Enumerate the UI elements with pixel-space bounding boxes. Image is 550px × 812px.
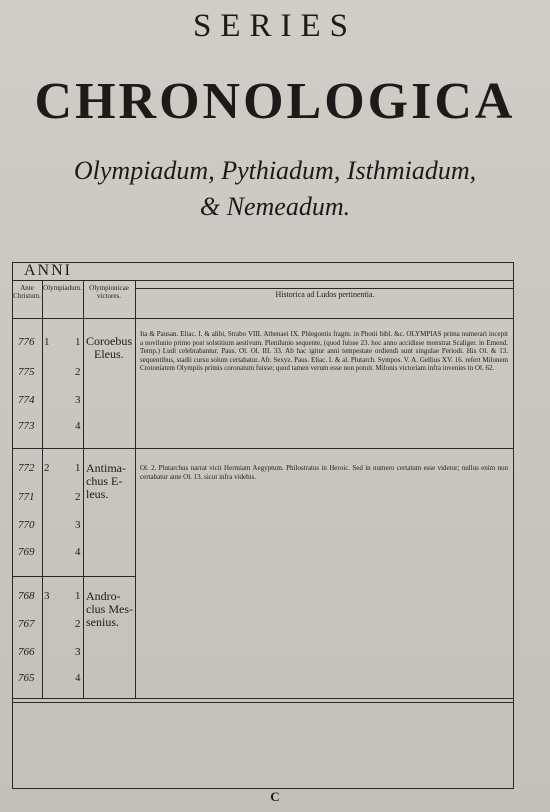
victor-androclus [86,590,136,629]
year-index: 1 [75,336,81,348]
signature-mark: C [270,789,280,804]
year-768: 768 [18,590,35,602]
year-index: 3 [75,519,81,531]
victor-line: chus E- [86,474,123,488]
year-index: 2 [75,491,81,503]
year-775: 775 [18,366,35,378]
year-771: 771 [18,491,35,503]
col-ante-christum: Ante Christum. [13,284,41,300]
year-index: 4 [75,672,81,684]
victor-antimachus [86,462,136,501]
year-index: 3 [75,646,81,658]
title-series: SERIES [192,8,358,44]
olympiad-number-2: 2 [44,462,50,474]
col-olympionicae: Olympionicae victores. [89,284,129,300]
year-770: 770 [18,519,35,531]
victor-line: Coroebus [86,334,132,348]
title-chronologica: CHRONOLOGICA [34,73,516,130]
year-772: 772 [18,462,35,474]
year-index: 4 [75,546,81,558]
victor-line: clus Mes- [86,602,133,616]
year-769: 769 [18,546,35,558]
column-rule-1 [42,280,43,698]
victor-line: senius. [86,615,119,629]
victor-line: Eleus. [94,347,124,361]
col-historica: Historica ad Ludos pertinentia. [275,290,375,299]
victor-coroebus [86,335,136,361]
anni-header: ANNI [24,262,72,279]
group-rule-1 [12,448,514,449]
olympiad-number-1: 1 [44,336,50,348]
olympiad-number-3: 3 [44,590,50,602]
year-index: 1 [75,590,81,602]
victor-line: Andro- [86,589,121,603]
subtitle-line-1: Olympiadum, Pythiadum, Isthmiadum, [73,156,477,185]
year-index: 2 [75,618,81,630]
year-773: 773 [18,420,35,432]
header-rule-mid [135,288,514,289]
history-paragraph: Ita & Pausan. Eliac. I. & alibi, Strabo VIII. Athenaei IX. Phlegontis fragm. in Photii bibl. &c. OLYMPIAS prima numerari incepit a novilunio primo post solstitium aestivum. Plenilunio sequente, (quod fuisse 23. hoc anno accidisse monstrat Scaliger. in Emend. Temp.) Ludi celebrabantur. Paus. Ol. Ol. III. 33. Ab hac igitur anni tempestate ordiendi sunt singulae Periodi. His Ol. & 13. sequentibus, stadii cursu solum certabatur. Afr. Sexyz. Paus. Eliac. I. & al. Plutarch. Sympos. V. A. Gellius XV. 16. refert Milonem Crotoniatem Olympiis primis coronatum fuisse; quod tamen verum esse non potuit. Milonis victoriam infra invenies in Ol. 62. [140,330,508,373]
year-index: 2 [75,366,81,378]
year-index: 4 [75,420,81,432]
col-olympiadum: Olympiadum. [43,284,82,292]
year-765: 765 [18,672,35,684]
column-rule-2 [83,280,84,698]
victor-line: leus. [86,487,109,501]
year-767: 767 [18,618,35,630]
group-rule-2 [12,576,135,577]
year-766: 766 [18,646,35,658]
group-rule-4 [12,702,514,703]
year-776: 776 [18,336,35,348]
year-774: 774 [18,394,35,406]
victor-line: Antima- [86,461,126,475]
group-rule-3 [12,698,514,699]
year-index: 1 [75,462,81,474]
header-rule-bottom [12,318,514,319]
subtitle-line-2: & Nemeadum. [199,192,351,221]
year-index: 3 [75,394,81,406]
header-rule-top [12,280,514,281]
history-paragraph: Ol. 2. Plutarchus narrat vicit Hermiam Aegyptum. Philostratus in Heroic. Sed in numero certatum esse videtur; nullus enim non certabatur ante Ol. 13. sicut infra videbis. [140,464,508,481]
